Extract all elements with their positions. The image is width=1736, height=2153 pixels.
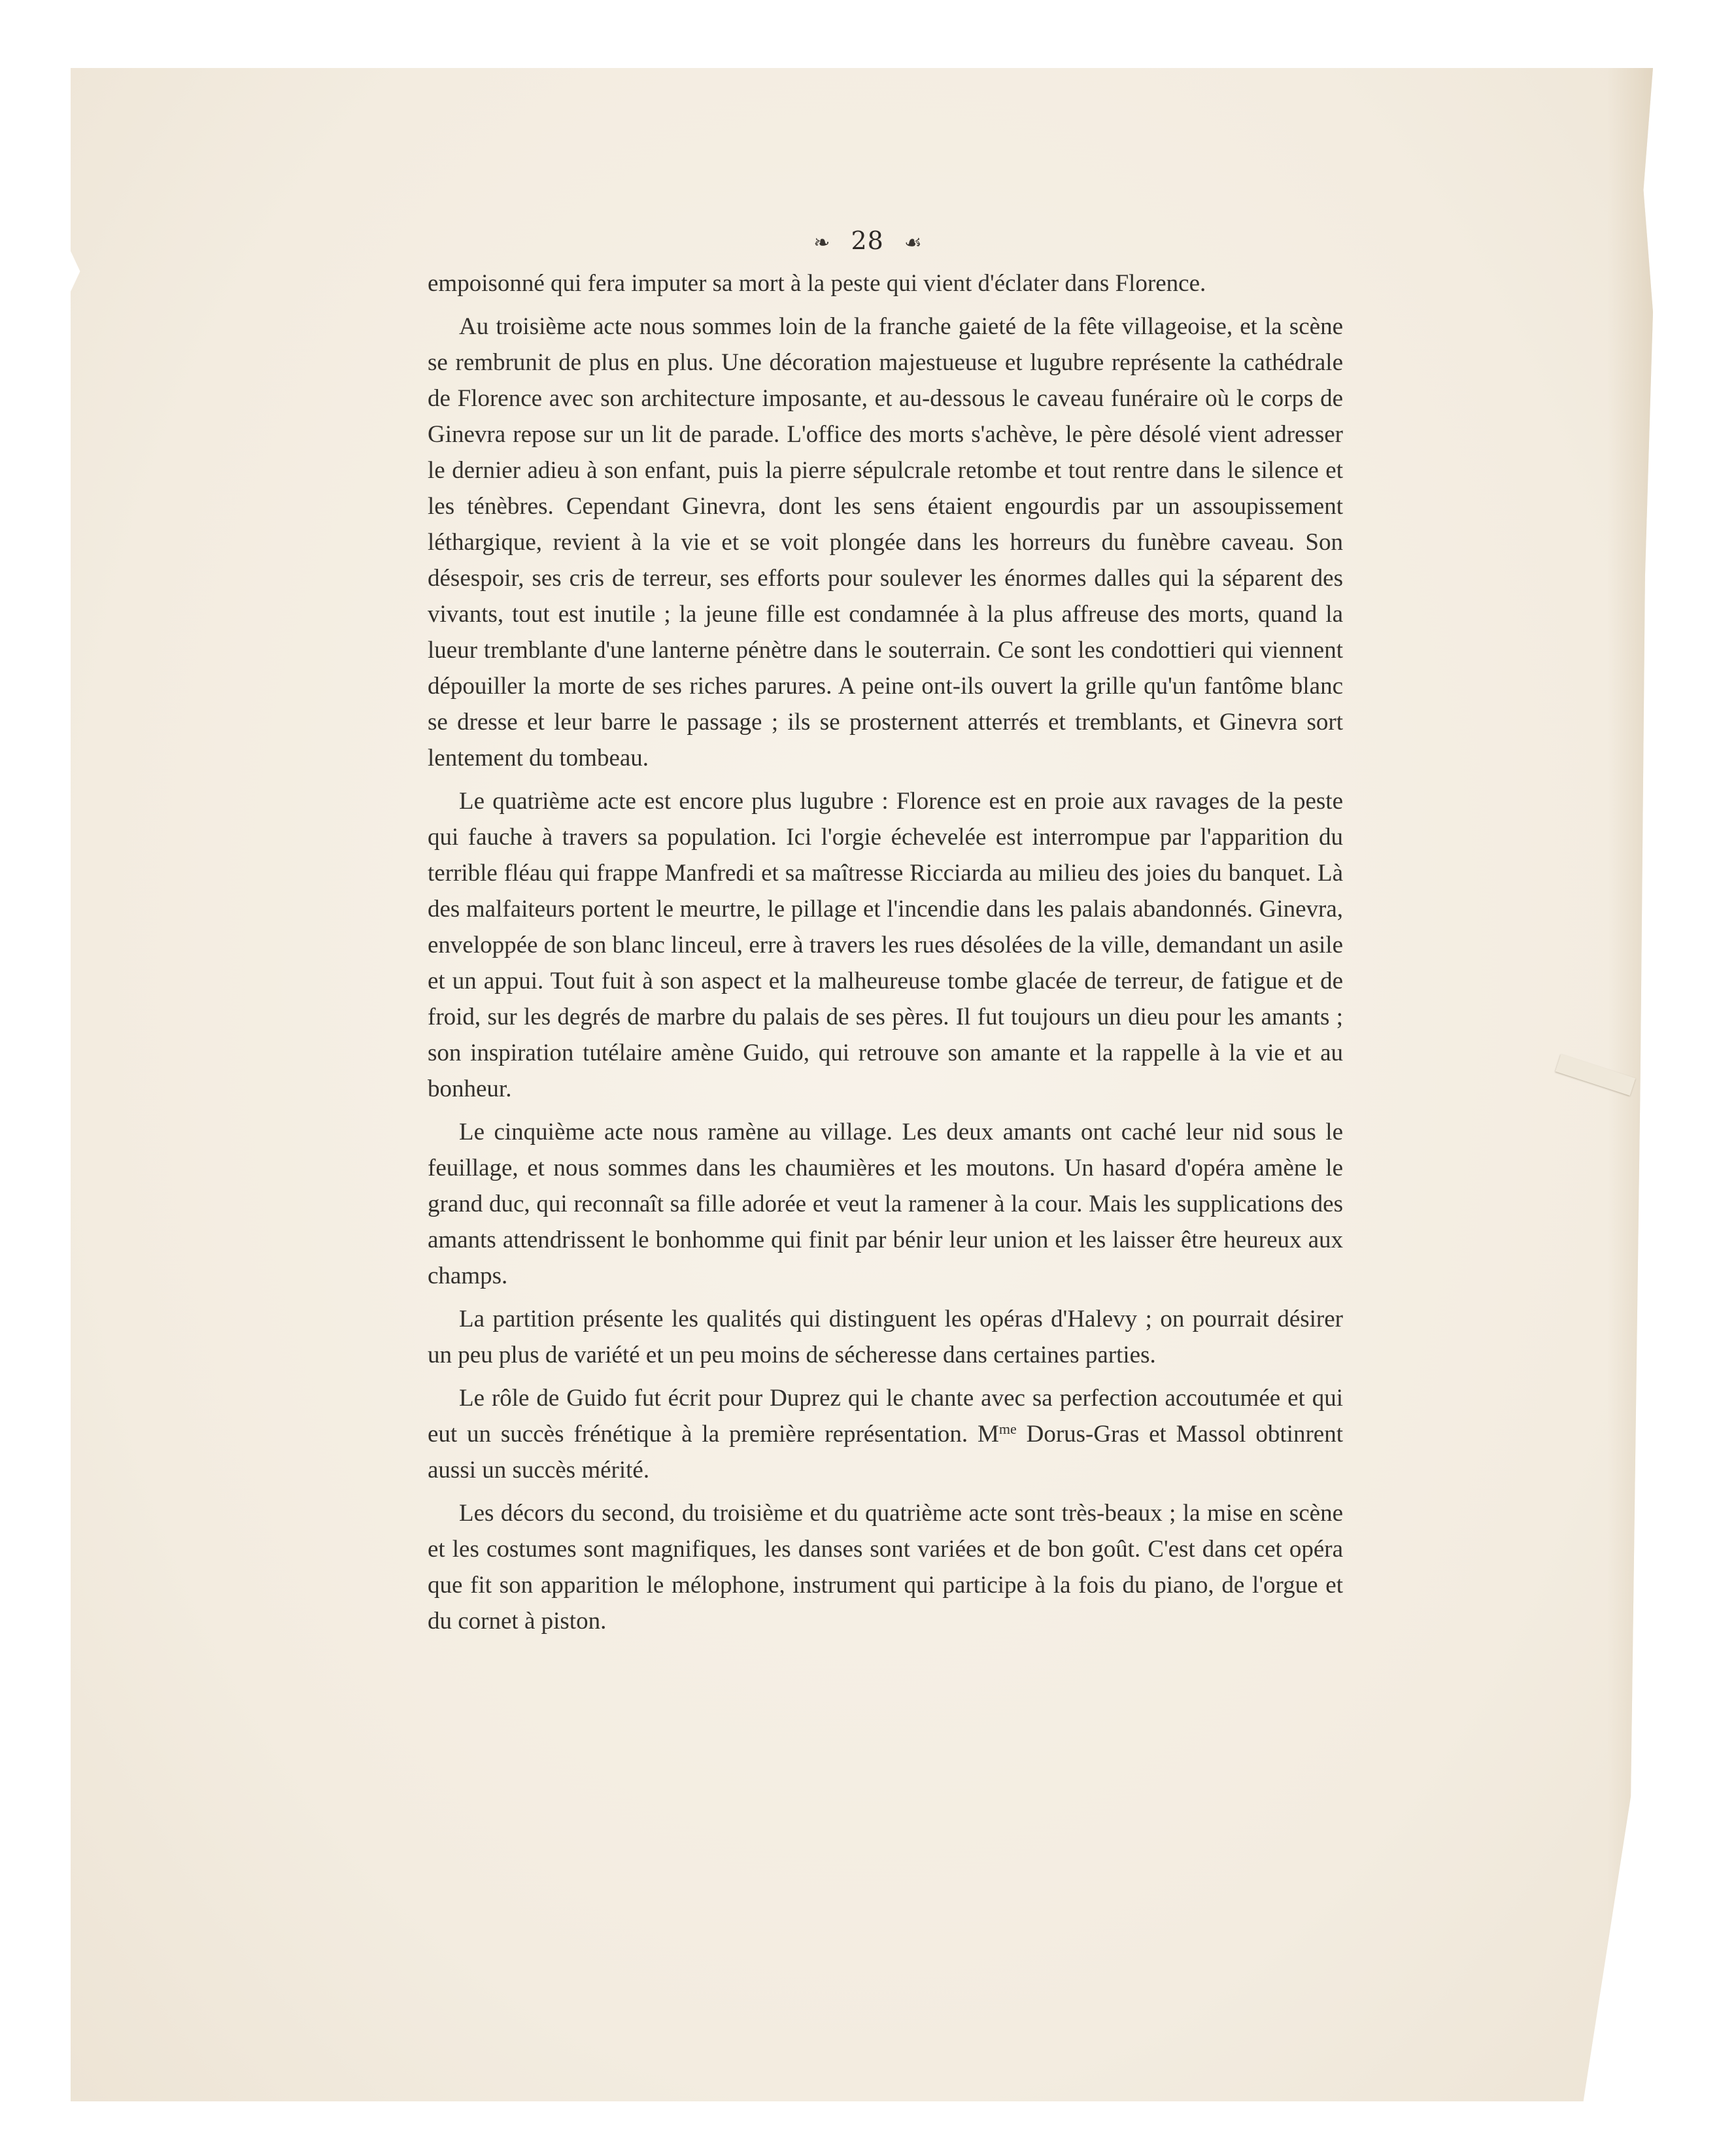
paragraph-fifth-act: Le cinquième acte nous ramène au village. Les deux amants ont caché leur nid sous le feuillage, et nous sommes dans les chaumières et les moutons. Un hasard d'opéra amène le grand duc, qui reconnaît sa fille adorée et veut la ramener à la cour. Mais les supplications des amants attendrissent le bonhomme qui finit par bénir leur union et les laisser être heureux aux champs. <box>428 1119 1343 1289</box>
page-header <box>0 226 1736 255</box>
paragraph-guido-role <box>428 1380 1343 1488</box>
body-text <box>428 265 1343 1639</box>
guido-role-text: Le rôle de Guido fut écrit pour Duprez qui le chante avec sa perfection accoutumée et qui eut un succès frénétique à la première représentation. M <box>428 1385 1343 1448</box>
right-ornament-icon: ☙ <box>904 231 923 254</box>
left-ornament-icon: ❧ <box>813 231 831 254</box>
guido-role-text-end: Dorus-Gras et Massol obtinrent aussi un succès mérité. <box>428 1421 1343 1483</box>
paragraph-decor: Les décors du second, du troisième et du quatrième acte sont très-beaux ; la mise en scène et les costumes sont magnifiques, les danses sont variées et de bon goût. C'est dans cet opéra que fit son apparition le mélophone, instrument qui participe à la fois du piano, de l'orgue et du cornet à piston. <box>428 1500 1343 1635</box>
paragraph-third-act: Au troisième acte nous sommes loin de la franche gaieté de la fête villageoise, et la scène se rembrunit de plus en plus. Une décoration majestueuse et lugubre représente la cathédrale de Florence avec son architecture imposante, et au-dessous le caveau funéraire où le corps de Ginevra repose sur un lit de parade. L'office des morts s'achève, le père désolé vient adresser le dernier adieu à son enfant, puis la pierre sépulcrale retombe et tout rentre dans le silence et les ténèbres. Cependant Ginevra, dont les sens étaient engourdis par un assoupissement léthargique, revient à la vie et se voit plongée dans les horreurs du funèbre caveau. Son désespoir, ses cris de terreur, ses efforts pour soulever les énormes dalles qui la séparent des vivants, tout est inutile ; la jeune fille est condamnée à la plus affreuse des morts, quand la lueur tremblante d'une lanterne pénètre dans le souterrain. Ce sont les condottieri qui viennent dépouiller la morte de ses riches parures. A peine ont-ils ouvert la grille qu'un fantôme blanc se dresse et leur barre le passage ; ils se prosternent atterrés et tremblants, et Ginevra sort lentement du tombeau. <box>428 313 1343 771</box>
madame-superscript: me <box>998 1421 1017 1437</box>
paragraph-score: La partition présente les qualités qui distinguent les opéras d'Halevy ; on pourrait désirer un peu plus de variété et un peu moins de sécheresse dans certaines parties. <box>428 1306 1343 1368</box>
paragraph-fourth-act: Le quatrième acte est encore plus lugubre : Florence est en proie aux ravages de la peste qui fauche à travers sa population. Ici l'orgie échevelée est interrompue par l'apparition du terrible fléau qui frappe Manfredi et sa maîtresse Ricciarda au milieu des joies du banquet. Là des malfaiteurs portent le meurtre, le pillage et l'incendie dans les palais abandonnés. Ginevra, enveloppée de son blanc linceul, erre à travers les rues désolées de la ville, demandant un asile et un appui. Tout fuit à son aspect et la malheureuse tombe glacée de terreur, de fatigue et de froid, sur les degrés de marbre du palais de ses pères. Il fut toujours un dieu pour les amants ; son inspiration tutélaire amène Guido, qui retrouve son amante et la rappelle à la vie et au bonheur. <box>428 788 1343 1102</box>
page-number: 28 <box>851 226 884 255</box>
paragraph-continuation: empoisonné qui fera imputer sa mort à la peste qui vient d'éclater dans Florence. <box>428 270 1206 297</box>
